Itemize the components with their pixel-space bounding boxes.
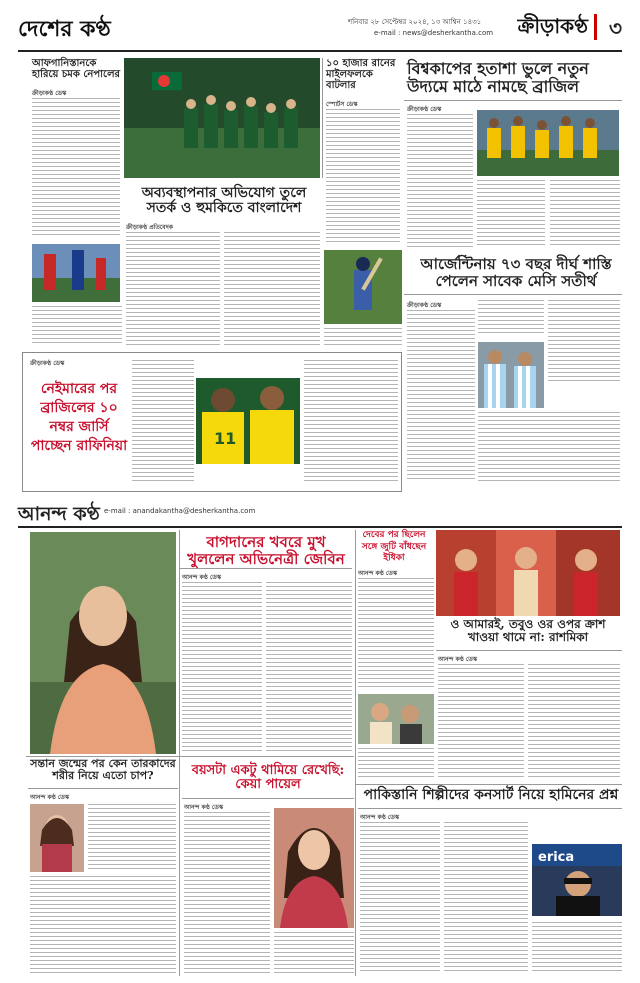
row-rule bbox=[26, 756, 354, 757]
article-title: ১০ হাজার রানের মাইলফলকে বাটলার bbox=[326, 58, 396, 91]
article-byline: ক্রীড়াকণ্ঠ ডেস্ক bbox=[407, 302, 442, 309]
section-logo: আনন্দ কণ্ঠ bbox=[18, 503, 100, 525]
article-body bbox=[184, 812, 270, 976]
column-rule bbox=[355, 530, 356, 976]
article-body bbox=[274, 932, 354, 976]
article-body bbox=[126, 232, 220, 348]
rashmika-photo bbox=[358, 694, 434, 744]
article-title: অব্যবস্থাপনার অভিযোগ তুলে সতর্ক ও হুমকিতে বাংলাদেশ bbox=[141, 185, 307, 217]
article-body bbox=[358, 578, 434, 690]
argentina-players-photo bbox=[478, 342, 544, 408]
article-body bbox=[528, 664, 620, 780]
article-body bbox=[326, 109, 400, 247]
article-byline: ক্রীড়াকণ্ঠ ডেস্ক bbox=[30, 360, 65, 367]
title-rule bbox=[404, 100, 622, 101]
article-byline: ক্রীড়াকণ্ঠ ডেস্ক bbox=[32, 90, 67, 97]
article-title: ও আমারই, তবুও ওর ওপর ক্রাশ খাওয়া থামে না: রাশমিকা bbox=[450, 617, 606, 645]
article-title: আফগানিস্তানকে হারিয়ে চমক নেপালের bbox=[32, 58, 121, 80]
section-header bbox=[18, 500, 622, 524]
dateline: শনিবার ২৮ সেপ্টেম্বর ২০২৪, ১৩ আশ্বিন ১৪৩১ bbox=[348, 18, 482, 26]
article-body bbox=[324, 328, 402, 350]
article-byline: আনন্দ কণ্ঠ ডেস্ক bbox=[184, 804, 224, 811]
article-body bbox=[407, 310, 475, 484]
title-rule bbox=[358, 808, 622, 809]
article-body bbox=[444, 822, 528, 976]
batsman-photo bbox=[324, 250, 402, 324]
article-byline: ক্রীড়াকণ্ঠ প্রতিবেদক bbox=[126, 224, 173, 231]
brazil-team-photo bbox=[477, 110, 619, 176]
article-body bbox=[358, 748, 434, 782]
title-rule bbox=[436, 650, 622, 651]
keya-payel-photo bbox=[274, 808, 354, 928]
page-number: ৩ bbox=[594, 14, 622, 40]
article-body bbox=[532, 922, 622, 976]
article-body bbox=[182, 582, 262, 754]
article-byline: স্পোর্টস ডেস্ক bbox=[326, 101, 358, 108]
article-title: বয়সটা একটু থামিয়ে রেখেছি: কেয়া পায়েল bbox=[191, 763, 345, 793]
article-body bbox=[224, 232, 320, 348]
article-body bbox=[477, 180, 545, 250]
title-rule bbox=[28, 788, 178, 789]
header-email[interactable]: e-mail : news@desherkantha.com bbox=[374, 29, 494, 37]
article-body bbox=[32, 306, 122, 346]
title-rule bbox=[404, 294, 622, 295]
article-body bbox=[32, 98, 120, 240]
article-body bbox=[88, 804, 176, 872]
section-rule bbox=[18, 526, 622, 528]
article-byline: আনন্দ কণ্ঠ ডেস্ক bbox=[438, 656, 478, 663]
masthead-right: ক্রীড়াকণ্ঠ bbox=[517, 14, 588, 38]
column-rule bbox=[322, 58, 323, 178]
article-body bbox=[478, 300, 544, 338]
shirt-text: erica bbox=[538, 850, 575, 865]
cricket-photo-nepal bbox=[32, 244, 120, 302]
title-rule bbox=[180, 568, 352, 569]
celebrity-photo bbox=[30, 804, 84, 872]
article-body bbox=[132, 360, 194, 486]
article-byline: ক্রীড়াকণ্ঠ ডেস্ক bbox=[407, 106, 442, 113]
singer-photo bbox=[532, 844, 622, 916]
article-title: নেইমারের পর ব্রাজিলের ১০ নম্বর জার্সি পাচ্ছেন রাফিনিয়া bbox=[30, 381, 128, 454]
header-rule bbox=[18, 50, 622, 52]
article-body bbox=[438, 664, 524, 780]
title-rule bbox=[182, 798, 354, 799]
article-body bbox=[304, 360, 398, 486]
jersey-number: 11 bbox=[214, 429, 237, 448]
column-rule bbox=[179, 530, 180, 976]
article-title: পাকিস্তানি শিল্পীদের কনসার্ট নিয়ে হামিনের প্রশ্ন bbox=[363, 787, 619, 803]
article-body bbox=[360, 822, 440, 976]
article-byline: আনন্দ কণ্ঠ ডেস্ক bbox=[358, 570, 398, 577]
article-body bbox=[550, 180, 620, 250]
page-header bbox=[18, 10, 622, 48]
article-title: বিশ্বকাপের হতাশা ভুলে নতুন উদ্যমে মাঠে নামছে ব্রাজিল bbox=[407, 59, 589, 96]
article-body bbox=[478, 412, 620, 484]
bangladesh-team-photo bbox=[124, 58, 320, 178]
article-title: বাগদানের খবরে মুখ খুললেন অভিনেত্রী জেবিন bbox=[187, 533, 345, 568]
brazil-players-photo bbox=[196, 378, 300, 464]
section-email[interactable]: e-mail : anandakantha@desherkantha.com bbox=[104, 507, 256, 515]
masthead-left: দেশের কণ্ঠ bbox=[18, 16, 111, 42]
article-title: সন্তান জন্মের পর কেন তারকাদের শরীর নিয়ে এতো চাপ? bbox=[30, 757, 176, 783]
article-byline: আনন্দ কণ্ঠ ডেস্ক bbox=[30, 794, 70, 801]
article-body bbox=[407, 114, 473, 250]
actress-photo-jebin bbox=[30, 532, 176, 754]
wedding-couple-photo bbox=[436, 530, 620, 616]
article-body bbox=[30, 876, 176, 976]
article-title: দেবের পর ছিলেন সঙ্গে জুটি বাঁধছেন ইধিকা bbox=[361, 530, 427, 564]
row-rule bbox=[356, 784, 622, 785]
article-byline: আনন্দ কণ্ঠ ডেস্ক bbox=[182, 574, 222, 581]
article-body bbox=[548, 300, 620, 384]
article-byline: আনন্দ কণ্ঠ ডেস্ক bbox=[360, 814, 400, 821]
article-title: আর্জেন্টিনায় ৭৩ বছর দীর্ঘ শাস্তি পেলেন সাবেক মেসি সতীর্থ bbox=[420, 255, 612, 290]
article-body bbox=[266, 582, 352, 754]
